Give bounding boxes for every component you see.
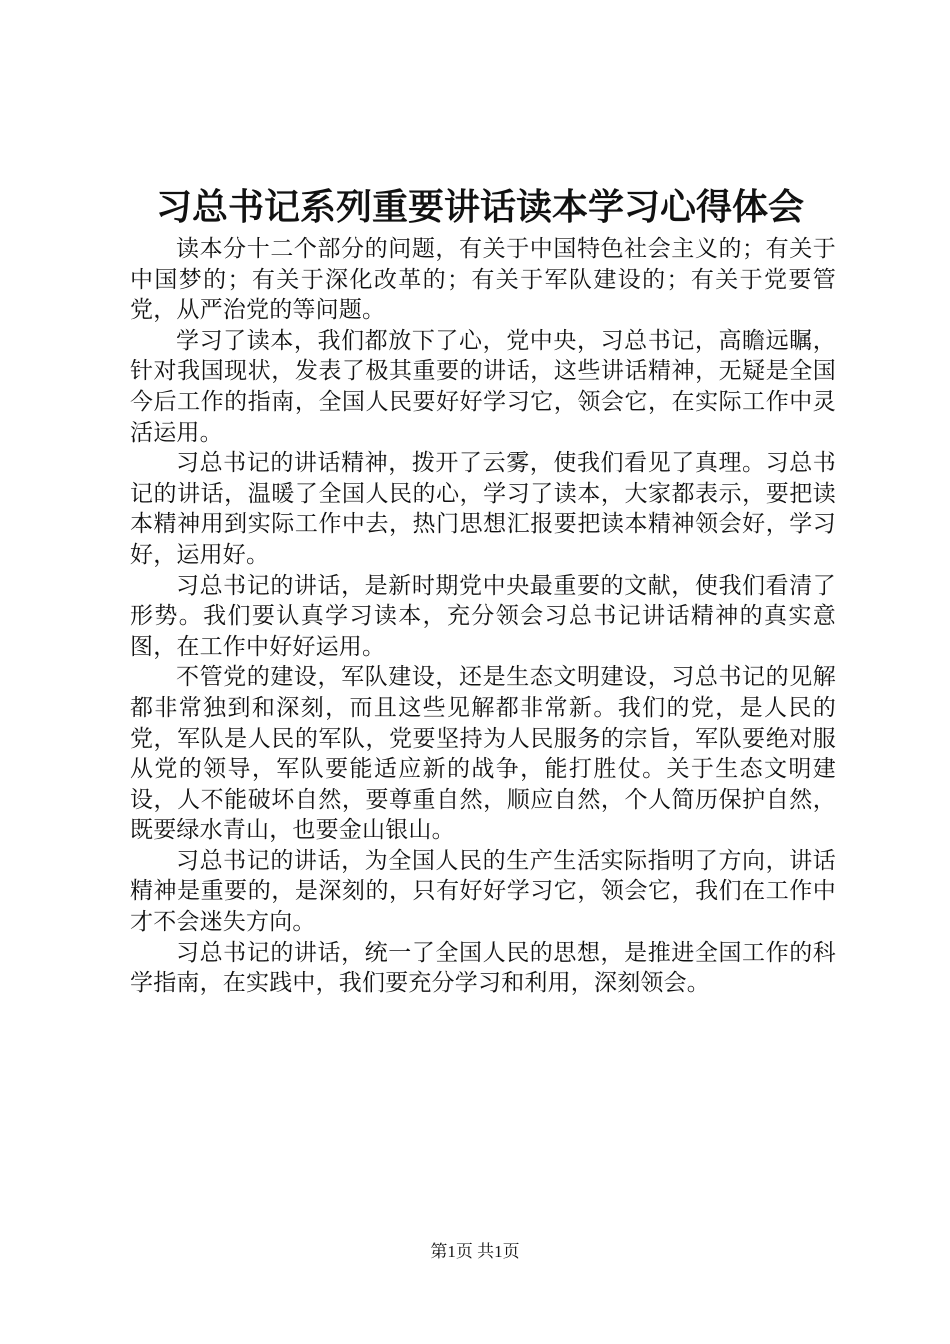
document-title: 习总书记系列重要讲话读本学习心得体会 bbox=[155, 187, 804, 228]
paragraph-4: 习总书记的讲话，是新时期党中央最重要的文献，使我们看清了形势。我们要认真学习读本，充分领会习总书记讲话精神的真实意图，在工作中好好运用。 bbox=[130, 572, 836, 660]
paragraph-6: 习总书记的讲话，为全国人民的生产生活实际指明了方向，讲话精神是重要的，是深刻的，只有好好学习它，领会它，我们在工作中才不会迷失方向。 bbox=[130, 847, 836, 936]
paragraph-7: 习总书记的讲话，统一了全国人民的思想，是推进全国工作的科学指南，在实践中，我们要充分学习和利用，深刻领会。 bbox=[130, 939, 836, 997]
paragraph-5: 不管党的建设，军队建设，还是生态文明建设，习总书记的见解都非常独到和深刻，而且这些见解都非常新。我们的党，是人民的党，军队是人民的军队，党要坚持为人民服务的宗旨，军队要绝对服从党的领导，军队要能适应新的战争，能打胜仗。关于生态文明建设，人不能破坏自然，要尊重自然，顺应自然，个人简历保护自然，既要绿水青山，也要金山银山。 bbox=[130, 664, 836, 844]
paragraph-3: 习总书记的讲话精神，拨开了云雾，使我们看见了真理。习总书记的讲话，温暖了全国人民的心，学习了读本，大家都表示，要把读本精神用到实际工作中去，热门思想汇报要把读本精神领会好，学习好，运用好。 bbox=[130, 450, 836, 568]
page-number-footer: 第1页 共1页 bbox=[430, 1242, 520, 1261]
paragraph-1: 读本分十二个部分的问题，有关于中国特色社会主义的；有关于中国梦的；有关于深化改革的；有关于军队建设的；有关于党要管党，从严治党的等问题。 bbox=[130, 236, 836, 324]
paragraph-2: 学习了读本，我们都放下了心，党中央，习总书记，高瞻远瞩，针对我国现状，发表了极其重要的讲话，这些讲话精神，无疑是全国今后工作的指南，全国人民要好好学习它，领会它，在实际工作中灵活运用。 bbox=[130, 327, 836, 446]
document-body bbox=[130, 234, 836, 999]
